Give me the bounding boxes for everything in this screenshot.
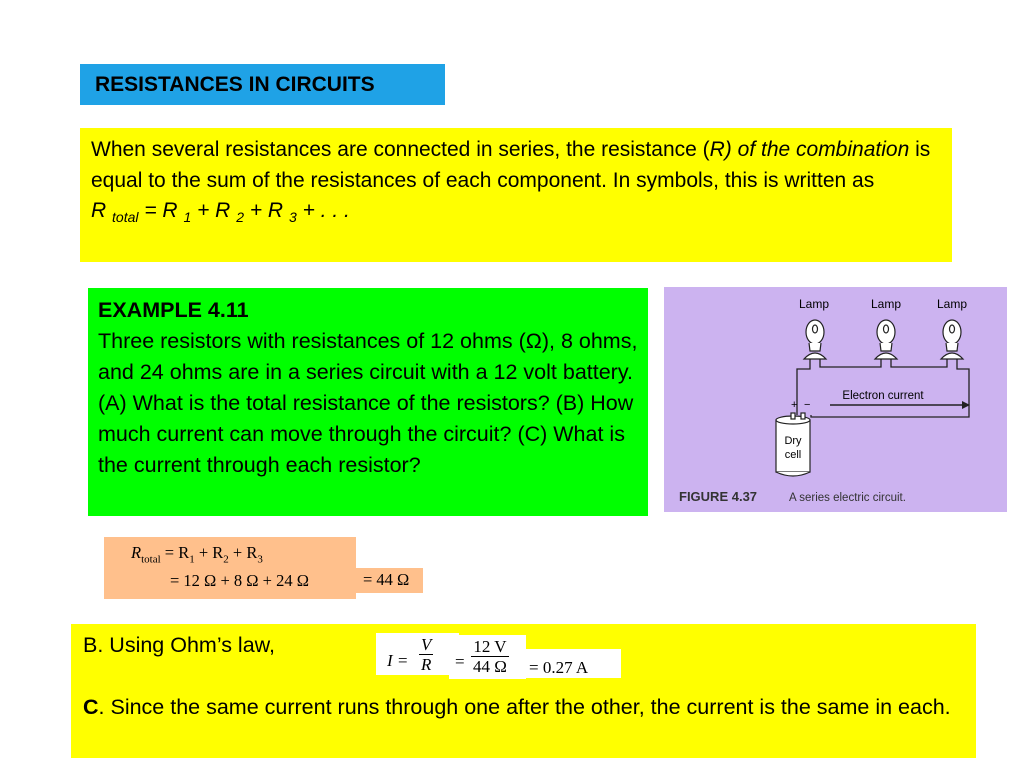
electron-current-label: Electron current <box>842 390 924 402</box>
example-box <box>88 288 648 516</box>
dry-cell-label-1: Dry <box>784 435 802 447</box>
lamp-icon <box>941 320 963 359</box>
series-text-1: When several resistances are connected in series, the resistance ( <box>91 138 710 161</box>
ohms-law-box <box>71 624 976 758</box>
circuit-wire <box>797 359 969 417</box>
page-title: RESISTANCES IN CIRCUITS <box>95 73 375 96</box>
figure-caption-text: A series electric circuit. <box>789 492 906 504</box>
series-text-2: is equal to the sum of the resistances of each component. In symbols, this is written as <box>91 138 931 192</box>
calc-line-1: $R_{total} = R_1 + R_2 + R_3$ <box>131 543 263 566</box>
ohms-law-equation: I = $\frac{V}{R}$ <box>376 633 459 675</box>
series-formula: R $_{total}$ = R $_1$ + R $_2$ + R $_3$ + . . . <box>91 199 350 226</box>
lamp-label-3: Lamp <box>936 297 968 311</box>
example-body: Three resistors with resistances of 12 ohms (Ω), 8 ohms, and 24 ohms are in a series circuit with a 12 volt battery. (A) What is the total resistance of the resistors? (B) How much current can move through the circuit? (C) What is the current through each resistor? <box>98 329 638 477</box>
resistance-calculation <box>104 537 356 599</box>
lamp-label-2: Lamp <box>870 297 902 311</box>
circuit-figure <box>664 287 1007 512</box>
ohms-law-intro: B. Using Ohm’s law, <box>83 633 275 657</box>
part-c-text: C. Since the same current runs through one after the other, the current is the same in each. <box>83 695 951 719</box>
plus-label: + <box>791 399 798 411</box>
circuit-diagram <box>664 287 1007 512</box>
series-explanation-box <box>80 128 952 262</box>
lamp-icon <box>875 320 897 359</box>
minus-label: − <box>804 399 811 411</box>
calc-result: = 44 Ω <box>356 568 423 593</box>
figure-caption-number: FIGURE 4.37 <box>679 489 758 504</box>
lamp-label-1: Lamp <box>798 297 830 311</box>
dry-cell-label-2: cell <box>784 449 802 461</box>
title-banner <box>80 64 445 105</box>
example-heading: EXAMPLE 4.11 <box>98 298 249 322</box>
lamp-icon <box>804 320 826 359</box>
calc-line-2: = 12 Ω + 8 Ω + 24 Ω <box>170 571 309 590</box>
ohms-law-substitution: = $\frac{12 V}{44 \Omega}$ <box>449 635 526 679</box>
series-italic: R) of the combination <box>709 138 910 161</box>
ohms-law-result: = 0.27 A <box>526 649 621 678</box>
